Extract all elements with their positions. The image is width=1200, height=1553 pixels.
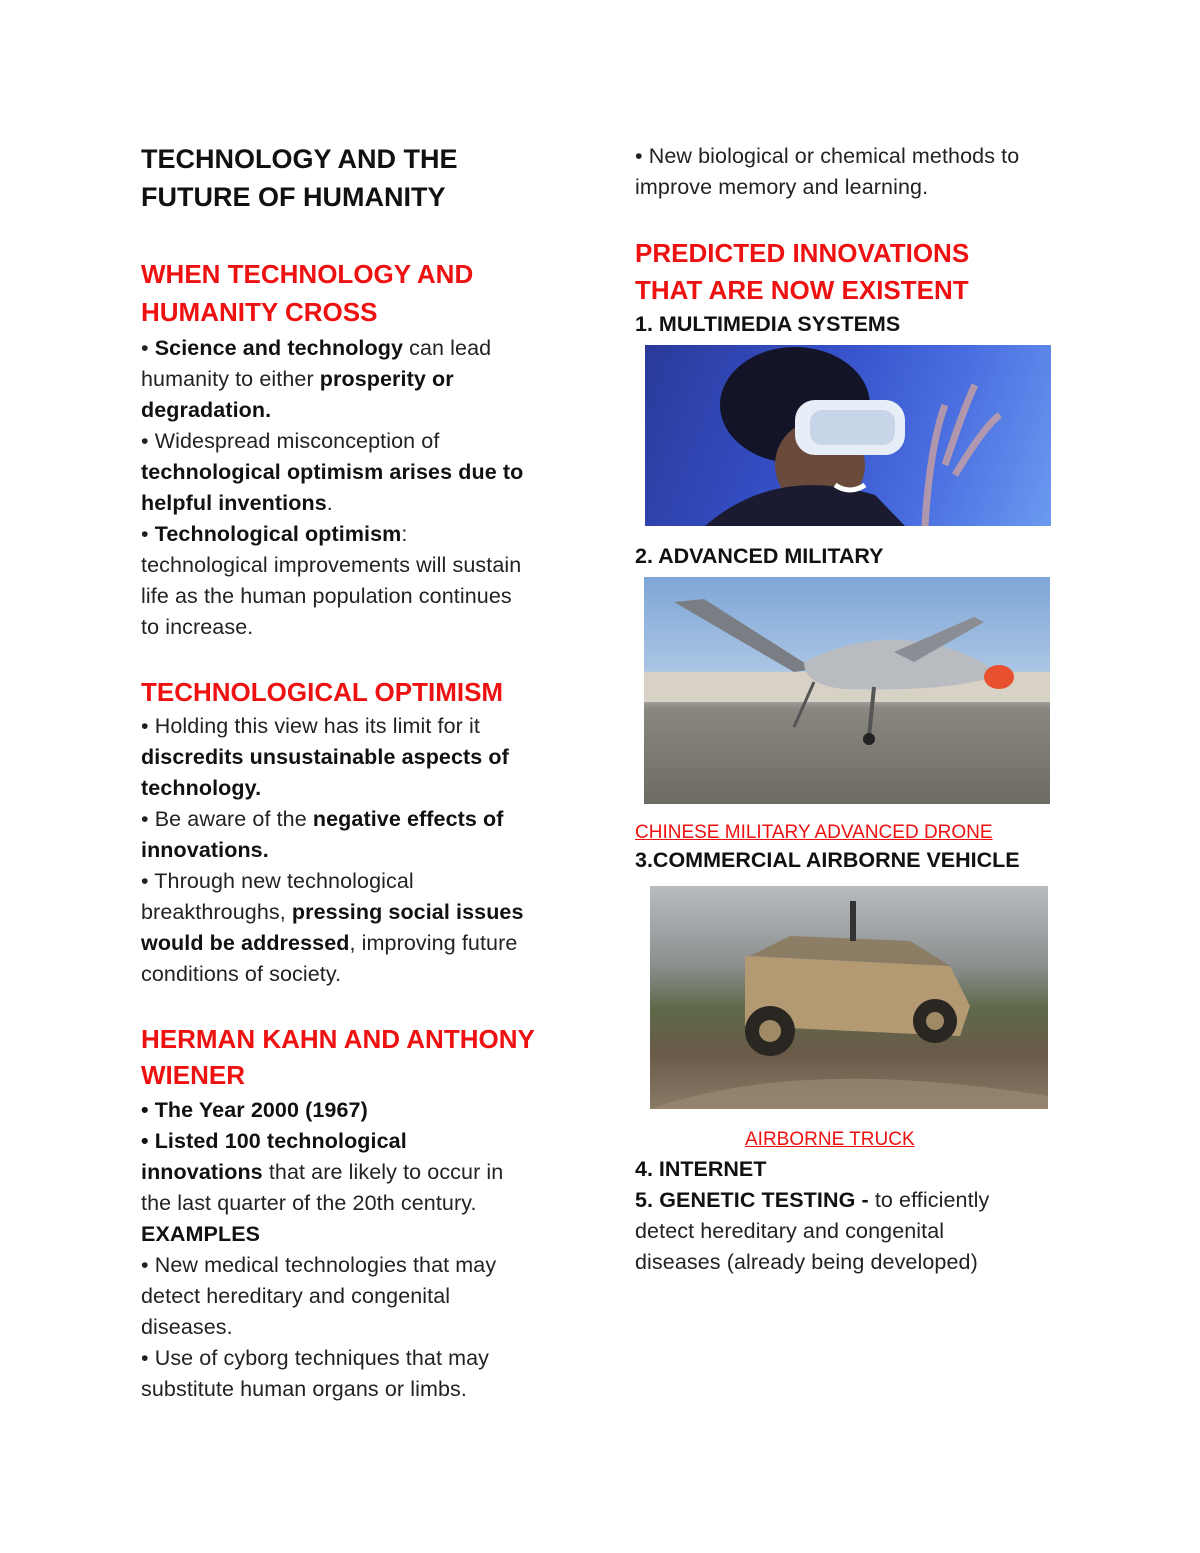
bold-text: discredits unsustainable aspects of [141,745,509,769]
text: breakthroughs, [141,900,292,924]
text-line [141,426,523,457]
text: detect hereditary and congenital [141,1284,451,1308]
heading-line: PREDICTED INNOVATIONS [635,238,970,268]
text: • Widespread misconception of [141,429,440,453]
bold-text: Technological optimism [154,522,402,546]
text: technological improvements will sustain [141,553,522,577]
section-heading-herman-kahn [141,1021,535,1093]
text: • New medical technologies that may [141,1253,497,1277]
text: conditions of society. [141,962,342,986]
caption-link-drone[interactable]: CHINESE MILITARY ADVANCED DRONE [635,822,993,843]
title-line: TECHNOLOGY AND THE [141,144,458,174]
text-line [141,1219,503,1250]
text: diseases. [141,1315,233,1339]
text-line [141,1188,503,1219]
bold-text: innovations [141,1160,263,1184]
text: improve memory and learning. [635,175,929,199]
section2-body [141,711,524,990]
text-line [141,1250,503,1281]
text: substitute human organs or limbs. [141,1377,467,1401]
text-line [141,835,524,866]
bold-text: Science and technology [154,336,404,360]
text-line [635,1247,989,1278]
bold-text: EXAMPLES [141,1222,261,1246]
text-line [141,1126,503,1157]
text-line [141,1095,503,1126]
text: to increase. [141,615,254,639]
drone-image [644,577,1050,804]
heading-line: HERMAN KAHN AND ANTHONY [141,1024,535,1054]
text: life as the human population continues [141,584,512,608]
section3-body [141,1095,503,1405]
heading-line: HUMANITY CROSS [141,297,378,327]
caption-link-airborne-truck[interactable]: AIRBORNE TRUCK [745,1129,915,1150]
text: detect hereditary and congenital [635,1219,945,1243]
bold-text: technological optimism arises due to [141,460,524,484]
text-line [141,457,523,488]
section-heading-when-technology [141,256,473,332]
section-heading-predicted-innovations [635,235,969,309]
bold-text: negative effects of [312,807,504,831]
bold-text: pressing social issues [291,900,524,924]
text-line [141,1343,503,1374]
vr-headset-image [645,345,1051,526]
heading-line: WHEN TECHNOLOGY AND [141,259,474,289]
bold-text: would be addressed [141,931,350,955]
item-genetic-testing [635,1185,989,1278]
heading-line: TECHNOLOGICAL OPTIMISM [141,677,504,707]
text: • [141,336,155,360]
text: • Through new technological [141,869,414,893]
text-line [141,550,523,581]
text: to efficiently [874,1188,990,1212]
document-title [141,140,458,216]
item-multimedia-systems: 1. MULTIMEDIA SYSTEMS [635,312,901,336]
text: the last quarter of the 20th century. [141,1191,477,1215]
text-line [141,1281,503,1312]
airborne-truck-image [650,886,1048,1109]
truck-illustration [650,886,1048,1109]
text-line [635,172,1019,203]
text-line [141,1312,503,1343]
text-line [141,773,524,804]
bold-text: helpful inventions [141,491,327,515]
text-line [141,928,524,959]
text-line [141,333,523,364]
text-line [141,581,523,612]
heading-line: THAT ARE NOW EXISTENT [635,275,969,305]
text: can lead [403,336,492,360]
text-line [141,804,524,835]
text: that are likely to occur in [262,1160,504,1184]
text: • Use of cyborg techniques that may [141,1346,490,1370]
text: humanity to either [141,367,320,391]
text: diseases (already being developed) [635,1250,978,1274]
text-line [141,742,524,773]
text-line [141,866,524,897]
bold-text: prosperity or [319,367,454,391]
text-line [141,959,524,990]
text-line [635,1216,989,1247]
text: • Be aware of the [141,807,313,831]
section-heading-technological-optimism [141,674,503,712]
vr-person-illustration [645,345,1051,526]
item-advanced-military: 2. ADVANCED MILITARY [635,544,884,568]
bold-text: 5. GENETIC TESTING - [635,1188,875,1212]
text: • New biological or chemical methods to [635,144,1020,168]
bold-text: • The Year 2000 (1967) [141,1098,368,1122]
title-line: FUTURE OF HUMANITY [141,182,446,212]
text-line [141,364,523,395]
text-line [141,488,523,519]
bold-text: degradation. [141,398,272,422]
text-line [141,395,523,426]
heading-line: WIENER [141,1060,245,1090]
text: , improving future [349,931,518,955]
text-line [141,897,524,928]
text-line [141,519,523,550]
text-line [635,141,1019,172]
text-line [141,612,523,643]
text: • Holding this view has its limit for it [141,714,480,738]
text-line [141,711,524,742]
right-top-body [635,141,1019,203]
bold-text: • Listed 100 technological [141,1129,407,1153]
drone-illustration [644,577,1050,804]
item-internet: 4. INTERNET [635,1157,767,1181]
section1-body [141,333,523,643]
text: : [401,522,408,546]
text: . [326,491,333,515]
bold-text: technology. [141,776,262,800]
item-commercial-airborne-vehicle: 3.COMMERCIAL AIRBORNE VEHICLE [635,848,1020,872]
text: • [141,522,155,546]
bold-text: innovations. [141,838,269,862]
text-line [141,1157,503,1188]
text-line [635,1185,989,1216]
text-line [141,1374,503,1405]
